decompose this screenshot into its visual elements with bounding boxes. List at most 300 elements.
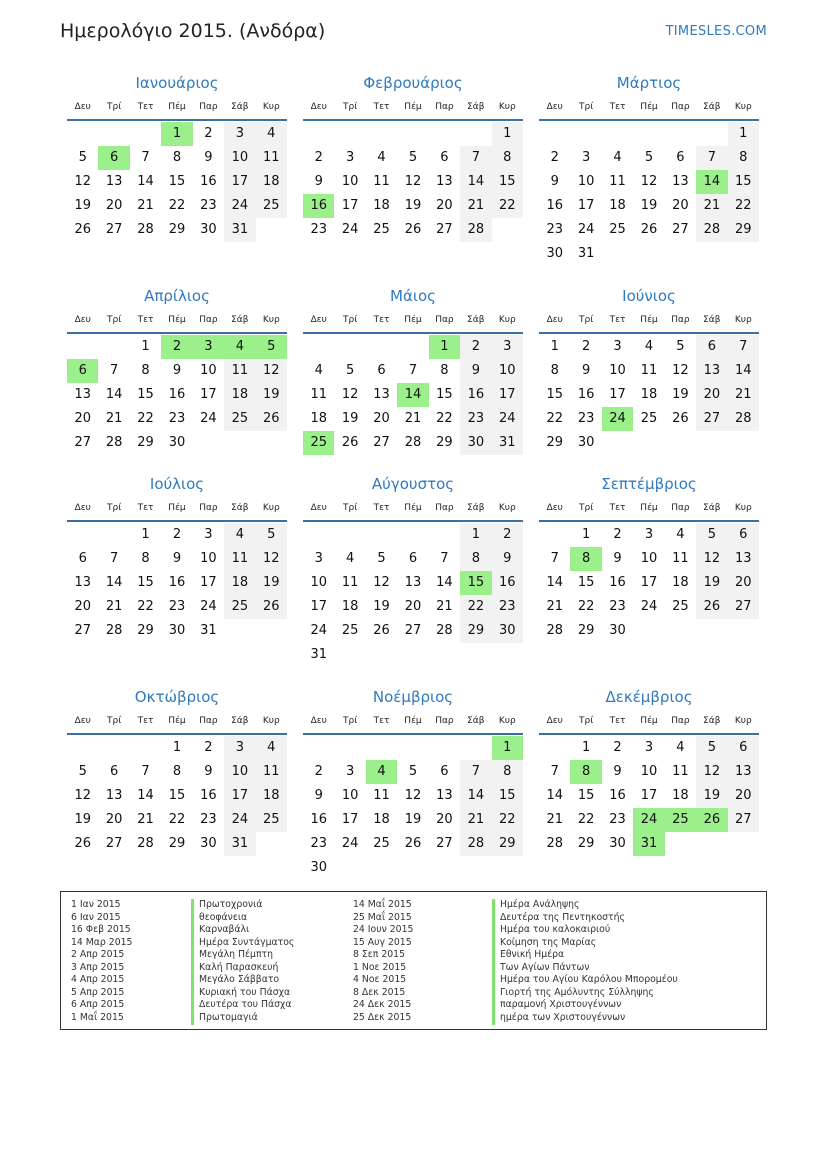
- day-cell: 1: [492, 122, 523, 146]
- month-calendar: [539, 686, 759, 880]
- legend-entry: 8 Σεπ 2015: [353, 949, 405, 961]
- day-cell: 4: [256, 736, 287, 760]
- day-cell: 14: [105, 575, 123, 590]
- weekday-label: Σάβ: [467, 315, 485, 325]
- weekday-label: Πέμ: [640, 503, 658, 513]
- day-cell: 10: [492, 359, 523, 383]
- day-cell: 4: [256, 122, 287, 146]
- day-cell: 14: [137, 174, 154, 189]
- weekday-label: Τρί: [579, 503, 594, 513]
- legend-entry: 14 Μαρ 2015: [71, 936, 133, 948]
- day-cell: 16: [577, 387, 595, 402]
- weekday-label: Παρ: [199, 716, 218, 726]
- day-cell: 5: [644, 150, 654, 165]
- day-cell: 27: [436, 222, 453, 237]
- day-cell: 11: [672, 764, 689, 779]
- day-cell: 20: [373, 411, 390, 426]
- day-cell: 14: [105, 387, 123, 402]
- day-cell: 3: [204, 527, 213, 542]
- holiday-day-cell: 24: [633, 808, 664, 832]
- day-cell: 25: [256, 808, 287, 832]
- weekday-header: [67, 96, 287, 121]
- day-cell: 8: [728, 146, 759, 170]
- day-cell: 11: [341, 575, 359, 590]
- day-cell: 23: [546, 222, 563, 237]
- month-calendar: [303, 686, 523, 880]
- weekday-label: Κυρ: [498, 315, 516, 325]
- day-cell: 25: [256, 194, 287, 218]
- legend-divider: [492, 899, 495, 1025]
- day-cell: 24: [224, 194, 255, 218]
- day-cell: 22: [577, 599, 595, 614]
- weekday-label: Τρί: [579, 102, 594, 112]
- day-cell: 19: [640, 198, 658, 213]
- weekday-label: Σάβ: [467, 716, 485, 726]
- legend-entry: Καρναβάλι: [199, 924, 250, 936]
- day-cell: 3: [224, 122, 255, 146]
- day-cell: 21: [546, 599, 563, 614]
- holiday-day-cell: 1: [161, 122, 192, 146]
- day-cell: 14: [546, 788, 563, 803]
- day-cell: 16: [609, 575, 626, 590]
- legend-entry: Κοίμηση της Μαρίας: [500, 936, 597, 948]
- weekday-label: Κυρ: [498, 503, 516, 513]
- day-cell: 9: [172, 551, 182, 566]
- day-cell: 22: [436, 411, 453, 426]
- day-cell: 26: [404, 836, 422, 851]
- day-cell: 26: [672, 411, 689, 426]
- day-cell: 11: [256, 760, 287, 784]
- day-grid: [539, 522, 759, 667]
- day-cell: 16: [609, 788, 626, 803]
- day-cell: 29: [460, 619, 491, 643]
- weekday-label: Τετ: [137, 503, 154, 513]
- day-cell: 13: [436, 174, 453, 189]
- weekday-header: [539, 710, 759, 735]
- day-cell: 24: [577, 222, 595, 237]
- day-cell: 20: [105, 812, 123, 827]
- day-cell: 31: [224, 832, 255, 856]
- day-cell: 14: [137, 788, 154, 803]
- day-cell: 29: [436, 435, 453, 450]
- day-cell: 20: [105, 198, 123, 213]
- day-cell: 21: [728, 383, 759, 407]
- day-cell: 18: [640, 387, 658, 402]
- weekday-label: Τετ: [137, 716, 154, 726]
- weekday-label: Σάβ: [703, 503, 721, 513]
- day-cell: 15: [168, 788, 186, 803]
- day-cell: 29: [577, 623, 595, 638]
- weekday-header: [303, 710, 523, 735]
- legend-dates-col-1: [71, 899, 132, 1024]
- day-cell: 11: [373, 174, 390, 189]
- day-cell: 25: [341, 623, 359, 638]
- day-cell: 22: [546, 411, 563, 426]
- day-cell: 20: [436, 198, 453, 213]
- brand-link[interactable]: TIMESLES.COM: [665, 24, 767, 39]
- day-cell: 17: [224, 784, 255, 808]
- day-grid: [303, 522, 523, 667]
- legend-entry: 4 Απρ 2015: [71, 974, 125, 986]
- legend-entry: 25 Δεκ 2015: [353, 1011, 412, 1023]
- day-cell: 15: [577, 788, 595, 803]
- day-cell: 10: [640, 551, 658, 566]
- day-cell: 8: [492, 760, 523, 784]
- day-cell: 13: [105, 174, 123, 189]
- day-cell: 11: [256, 146, 287, 170]
- month-name: Μάρτιος: [616, 74, 682, 92]
- day-cell: 25: [640, 411, 658, 426]
- day-cell: 27: [728, 595, 759, 619]
- day-cell: 28: [137, 222, 154, 237]
- day-cell: 19: [74, 198, 91, 213]
- weekday-label: Τρί: [579, 716, 594, 726]
- day-cell: 13: [436, 788, 453, 803]
- weekday-label: Δευ: [546, 503, 563, 513]
- day-cell: 9: [314, 788, 323, 803]
- day-cell: 20: [404, 599, 422, 614]
- weekday-label: Παρ: [435, 503, 454, 513]
- month-name: Ιούνιος: [622, 287, 676, 305]
- day-cell: 2: [613, 527, 622, 542]
- day-cell: 23: [609, 599, 626, 614]
- day-cell: 9: [581, 363, 591, 378]
- month-name: Σεπτέμβριος: [601, 475, 697, 493]
- day-cell: 12: [373, 575, 390, 590]
- day-cell: 4: [644, 339, 654, 354]
- day-cell: 19: [373, 599, 390, 614]
- day-cell: 12: [256, 359, 287, 383]
- day-cell: 6: [408, 551, 418, 566]
- day-cell: 26: [256, 407, 287, 431]
- day-cell: 28: [404, 435, 422, 450]
- month-calendar: [539, 285, 759, 479]
- day-cell: 17: [341, 812, 359, 827]
- day-cell: 23: [200, 812, 217, 827]
- day-cell: 27: [373, 435, 390, 450]
- day-cell: 20: [728, 784, 759, 808]
- weekday-label: Δευ: [310, 315, 327, 325]
- month-name: Ιούλιος: [149, 475, 205, 493]
- day-cell: 2: [314, 150, 323, 165]
- day-grid: [303, 121, 523, 266]
- day-cell: 29: [492, 832, 523, 856]
- legend-entry: Κυριακή του Πάσχα: [199, 986, 291, 998]
- day-cell: 15: [492, 170, 523, 194]
- weekday-label: Δευ: [546, 315, 563, 325]
- legend-entry: Των Αγίων Πάντων: [500, 961, 590, 973]
- day-cell: 30: [492, 619, 523, 643]
- day-cell: 23: [609, 812, 626, 827]
- weekday-label: Τετ: [609, 716, 626, 726]
- weekday-label: Σάβ: [231, 716, 249, 726]
- day-cell: 19: [404, 812, 422, 827]
- legend-entry: 16 Φεβ 2015: [71, 924, 131, 936]
- day-cell: 26: [696, 595, 727, 619]
- holiday-day-cell: 6: [67, 359, 98, 383]
- weekday-label: Τετ: [609, 315, 626, 325]
- weekday-label: Παρ: [671, 503, 690, 513]
- legend-entry: 24 Ιουν 2015: [353, 924, 414, 936]
- day-cell: 30: [609, 623, 626, 638]
- weekday-label: Κυρ: [498, 102, 516, 112]
- weekday-label: Κυρ: [734, 102, 752, 112]
- day-grid: [303, 334, 523, 479]
- weekday-label: Παρ: [199, 315, 218, 325]
- weekday-header: [67, 710, 287, 735]
- month-calendar: [67, 473, 287, 667]
- holiday-day-cell: 5: [256, 335, 287, 359]
- day-cell: 26: [74, 836, 91, 851]
- day-cell: 9: [492, 547, 523, 571]
- holiday-legend: [60, 891, 767, 1030]
- day-cell: 20: [672, 198, 689, 213]
- day-cell: 22: [728, 194, 759, 218]
- legend-entry: Μεγάλη Πέμπτη: [199, 949, 274, 961]
- legend-entry: Δευτέρα του Πάσχα: [199, 999, 292, 1011]
- weekday-label: Πέμ: [404, 716, 422, 726]
- day-cell: 3: [345, 764, 355, 779]
- weekday-label: Κυρ: [734, 503, 752, 513]
- day-cell: 12: [696, 760, 727, 784]
- day-cell: 13: [105, 788, 123, 803]
- day-grid: [67, 522, 287, 667]
- day-cell: 17: [200, 575, 217, 590]
- day-cell: 12: [74, 174, 91, 189]
- holiday-day-cell: 1: [492, 736, 523, 760]
- day-cell: 21: [137, 198, 154, 213]
- day-cell: 9: [172, 363, 182, 378]
- day-cell: 14: [728, 359, 759, 383]
- day-cell: 20: [696, 383, 727, 407]
- day-cell: 24: [200, 599, 217, 614]
- legend-entry: Εθνική Ημέρα: [500, 949, 565, 961]
- month-name: Ιανουάριος: [135, 74, 219, 92]
- month-calendar: [539, 72, 759, 266]
- day-cell: 16: [168, 387, 186, 402]
- day-cell: 27: [74, 623, 91, 638]
- weekday-label: Παρ: [671, 716, 690, 726]
- weekday-label: Παρ: [435, 102, 454, 112]
- day-cell: 31: [310, 647, 327, 662]
- day-cell: 22: [460, 595, 491, 619]
- weekday-label: Παρ: [671, 315, 690, 325]
- day-cell: 24: [200, 411, 217, 426]
- day-cell: 14: [460, 784, 491, 808]
- day-cell: 20: [728, 571, 759, 595]
- day-cell: 1: [141, 527, 150, 542]
- weekday-label: Τρί: [107, 503, 122, 513]
- day-cell: 6: [78, 551, 87, 566]
- day-cell: 1: [728, 122, 759, 146]
- holiday-day-cell: 31: [633, 832, 664, 856]
- day-cell: 23: [492, 595, 523, 619]
- weekday-label: Κυρ: [734, 716, 752, 726]
- day-cell: 28: [546, 623, 563, 638]
- weekday-label: Κυρ: [498, 716, 516, 726]
- day-cell: 1: [460, 523, 491, 547]
- day-cell: 22: [168, 198, 186, 213]
- day-cell: 10: [341, 174, 359, 189]
- weekday-label: Πέμ: [640, 315, 658, 325]
- holiday-day-cell: 3: [193, 335, 224, 359]
- legend-entry: Πρωτομαγιά: [199, 1011, 258, 1023]
- day-cell: 6: [728, 523, 759, 547]
- month-calendar: [67, 686, 287, 880]
- month-name: Μάιος: [390, 287, 436, 305]
- day-cell: 10: [341, 788, 359, 803]
- day-cell: 7: [696, 146, 727, 170]
- weekday-label: Πέμ: [168, 315, 186, 325]
- legend-entry: 1 Μαΐ 2015: [71, 1011, 124, 1023]
- weekday-label: Κυρ: [262, 102, 280, 112]
- day-cell: 30: [168, 435, 186, 450]
- weekday-header: [539, 309, 759, 334]
- day-cell: 17: [640, 788, 658, 803]
- day-cell: 16: [546, 198, 563, 213]
- legend-entry: 6 Ιαν 2015: [71, 911, 121, 923]
- day-cell: 7: [141, 764, 150, 779]
- day-cell: 28: [728, 407, 759, 431]
- day-cell: 23: [310, 836, 327, 851]
- day-grid: [539, 121, 759, 266]
- weekday-label: Παρ: [199, 102, 218, 112]
- day-cell: 17: [577, 198, 595, 213]
- day-cell: 24: [310, 623, 327, 638]
- day-cell: 19: [256, 571, 287, 595]
- day-cell: 10: [577, 174, 595, 189]
- weekday-label: Παρ: [435, 716, 454, 726]
- day-cell: 25: [609, 222, 626, 237]
- day-cell: 15: [168, 174, 186, 189]
- holiday-day-cell: 14: [397, 383, 428, 407]
- day-cell: 9: [204, 150, 213, 165]
- day-cell: 9: [204, 764, 213, 779]
- legend-entry: Ημέρα Συντάγματος: [199, 936, 295, 948]
- day-cell: 27: [105, 836, 123, 851]
- month-calendar: [67, 285, 287, 479]
- day-cell: 22: [137, 599, 154, 614]
- day-cell: 2: [314, 764, 323, 779]
- weekday-label: Τρί: [343, 102, 358, 112]
- month-name: Νοέμβριος: [372, 688, 454, 706]
- month-name: Αύγουστος: [371, 475, 455, 493]
- day-cell: 8: [141, 363, 150, 378]
- month-name: Απρίλιος: [144, 287, 210, 305]
- day-cell: 17: [640, 575, 658, 590]
- day-cell: 18: [672, 575, 689, 590]
- day-cell: 28: [460, 832, 491, 856]
- day-cell: 16: [460, 383, 491, 407]
- day-cell: 28: [460, 218, 491, 242]
- weekday-label: Τρί: [107, 315, 122, 325]
- day-cell: 14: [460, 170, 491, 194]
- day-cell: 18: [224, 383, 255, 407]
- weekday-label: Δευ: [74, 315, 91, 325]
- day-cell: 22: [168, 812, 186, 827]
- holiday-day-cell: 16: [303, 194, 334, 218]
- day-cell: 21: [105, 599, 123, 614]
- day-cell: 16: [200, 174, 217, 189]
- weekday-label: Πέμ: [640, 102, 658, 112]
- day-cell: 2: [204, 740, 213, 755]
- day-cell: 13: [696, 359, 727, 383]
- legend-divider: [191, 899, 194, 1025]
- day-cell: 21: [696, 194, 727, 218]
- day-cell: 21: [105, 411, 123, 426]
- day-cell: 18: [373, 812, 390, 827]
- day-cell: 7: [408, 363, 418, 378]
- day-cell: 8: [141, 551, 150, 566]
- day-cell: 5: [408, 150, 418, 165]
- day-cell: 7: [109, 551, 119, 566]
- day-cell: 15: [577, 575, 595, 590]
- day-cell: 24: [224, 808, 255, 832]
- weekday-label: Παρ: [671, 102, 690, 112]
- weekday-label: Παρ: [435, 315, 454, 325]
- weekday-header: [539, 96, 759, 121]
- weekday-label: Σάβ: [231, 102, 249, 112]
- day-cell: 5: [256, 523, 287, 547]
- day-cell: 4: [377, 150, 386, 165]
- day-cell: 10: [200, 551, 217, 566]
- weekday-label: Παρ: [199, 503, 218, 513]
- weekday-label: Δευ: [74, 716, 91, 726]
- holiday-day-cell: 2: [161, 335, 192, 359]
- day-cell: 5: [345, 363, 355, 378]
- day-cell: 3: [492, 335, 523, 359]
- day-cell: 18: [609, 198, 626, 213]
- month-name: Οκτώβριος: [134, 688, 220, 706]
- weekday-label: Κυρ: [262, 716, 280, 726]
- day-cell: 18: [224, 571, 255, 595]
- day-cell: 30: [200, 836, 217, 851]
- holiday-day-cell: 24: [602, 407, 633, 431]
- day-cell: 31: [224, 218, 255, 242]
- day-cell: 10: [640, 764, 658, 779]
- day-cell: 27: [404, 623, 422, 638]
- day-cell: 30: [310, 860, 327, 875]
- day-cell: 21: [460, 194, 491, 218]
- day-cell: 23: [200, 198, 217, 213]
- weekday-label: Σάβ: [467, 102, 485, 112]
- weekday-label: Δευ: [310, 102, 327, 112]
- month-calendar: [539, 473, 759, 667]
- legend-entry: 15 Αυγ 2015: [353, 936, 412, 948]
- day-cell: 31: [577, 246, 595, 261]
- weekday-label: Δευ: [74, 102, 91, 112]
- day-cell: 2: [460, 335, 491, 359]
- day-cell: 20: [436, 812, 453, 827]
- day-cell: 3: [581, 150, 591, 165]
- legend-entry: 3 Απρ 2015: [71, 961, 125, 973]
- day-cell: 4: [345, 551, 355, 566]
- day-cell: 13: [728, 760, 759, 784]
- day-cell: 7: [550, 764, 559, 779]
- holiday-day-cell: 26: [696, 808, 727, 832]
- legend-names-col-1: [199, 899, 294, 1024]
- weekday-label: Κυρ: [734, 315, 752, 325]
- day-cell: 29: [168, 836, 186, 851]
- day-cell: 23: [460, 407, 491, 431]
- day-cell: 22: [577, 812, 595, 827]
- day-grid: [539, 334, 759, 479]
- legend-entry: Ημέρα του Αγίου Καρόλου Μπορομέου: [500, 974, 678, 986]
- day-cell: 19: [256, 383, 287, 407]
- day-cell: 14: [546, 575, 563, 590]
- day-cell: 22: [492, 808, 523, 832]
- legend-entry: 1 Νοε 2015: [353, 961, 407, 973]
